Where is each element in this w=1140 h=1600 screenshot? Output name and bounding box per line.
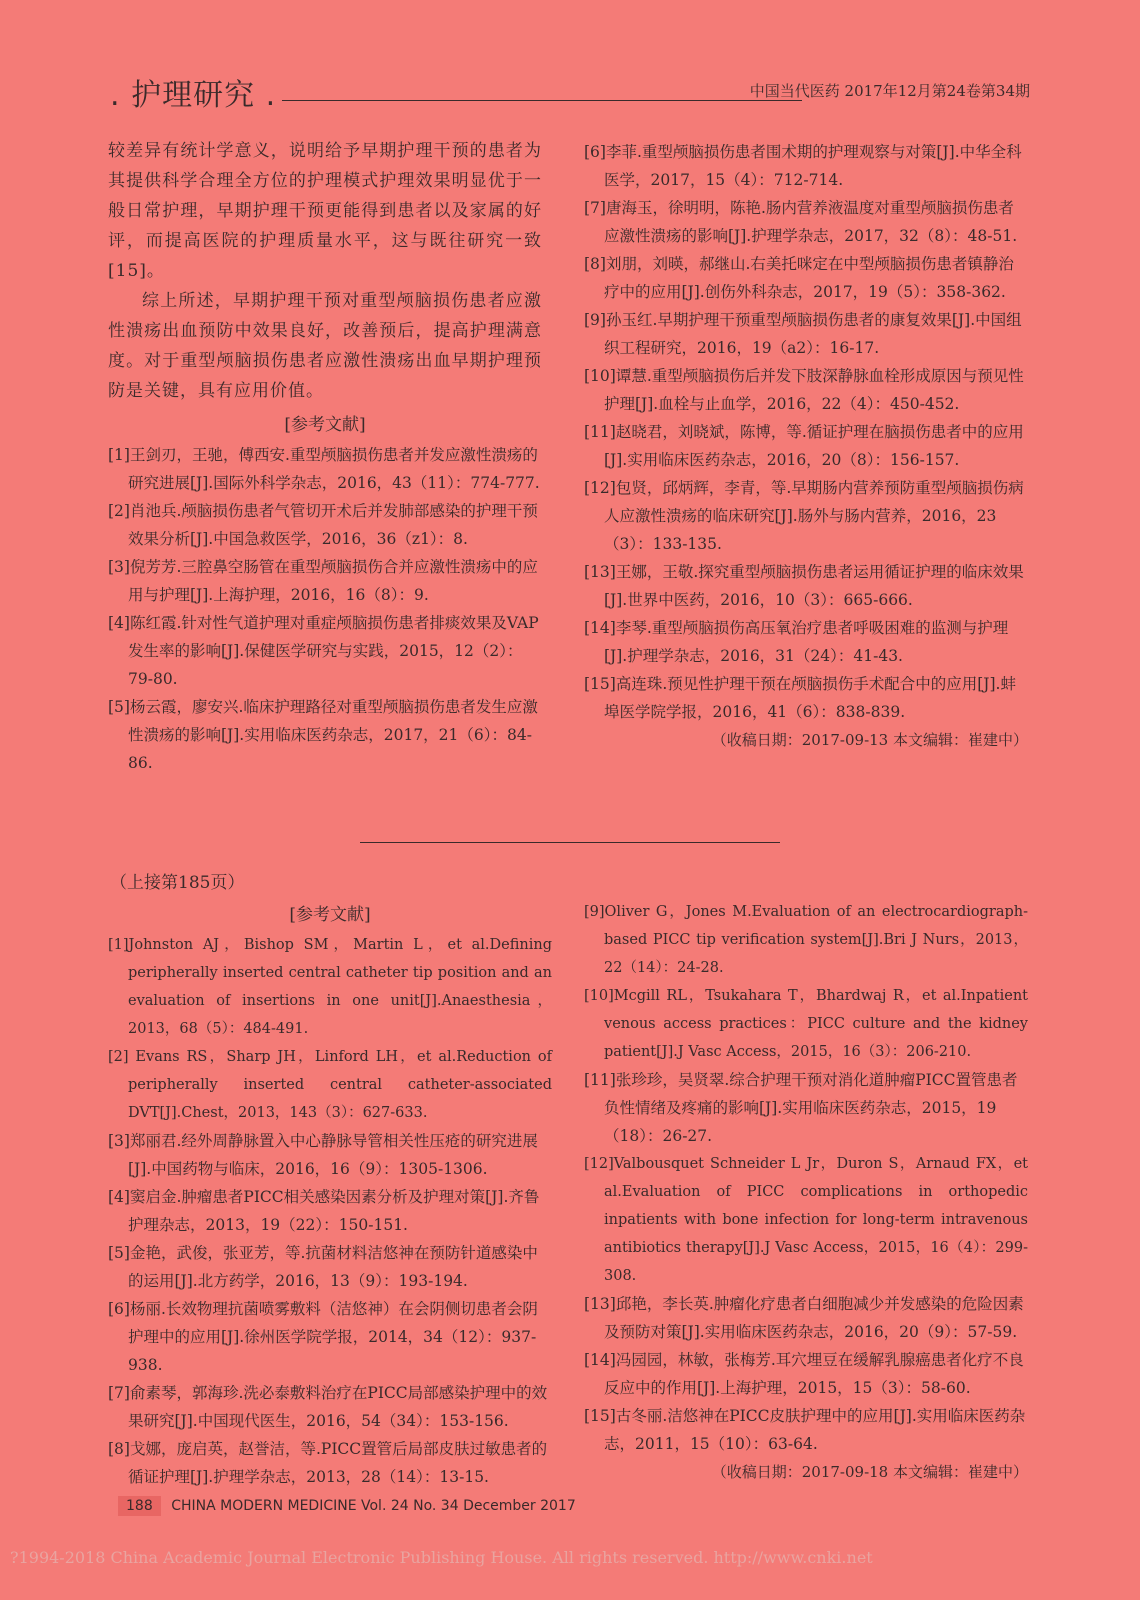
reference-item: [9]孙玉红.早期护理干预重型颅脑损伤患者的康复效果[J].中国组织工程研究，2016，19（a2）：16-17. <box>584 311 1022 357</box>
reference-item: [12]Valbousquet Schneider L Jr，Duron S，Arnaud FX，et al.Evaluation of PICC complications in orthopedic inpatients with bone infection for long-term intravenous antibiotics therapy[J].J Vasc Access，2015，16（4）：299-308. <box>584 1156 1028 1284</box>
reference-item: [3]郑丽君.经外周静脉置入中心静脉导管相关性压疮的研究进展[J].中国药物与临床，2016，16（9）：1305-1306. <box>108 1132 538 1178</box>
header-rule <box>282 100 802 101</box>
references-heading: [参考文献] <box>289 905 371 925</box>
page-header <box>110 70 1030 116</box>
page-footer <box>118 1498 576 1514</box>
reference-item: [4]窦启金.肿瘤患者PICC相关感染因素分析及护理对策[J].齐鲁护理杂志，2013，19（22）：150-151. <box>108 1188 540 1234</box>
reference-item: [5]金艳，武俊，张亚芳，等.抗菌材料洁悠神在预防针道感染中的运用[J].北方药学，2016，13（9）：193-194. <box>108 1244 538 1290</box>
reference-item: [2] Evans RS，Sharp JH，Linford LH，et al.Reduction of peripherally inserted central catheter-associated DVT[J].Chest，2013，143（3）：627-633. <box>108 1049 552 1121</box>
section-title: . 护理研究 . <box>110 78 277 113</box>
reference-item: [3]倪芳芳.三腔鼻空肠管在重型颅脑损伤合并应激性溃疡中的应用与护理[J].上海护理，2016，16（8）：9. <box>108 558 538 604</box>
reference-item: [7]俞素琴，郭海珍.洗必泰敷料治疗在PICC局部感染护理中的效果研究[J].中国现代医生，2016，54（34）：153-156. <box>108 1384 548 1430</box>
reference-item: [12]包贤，邱炳辉，李青，等.早期肠内营养预防重型颅脑损伤病人应激性溃疡的临床研究[J].肠外与肠内营养，2016，23（3）：133-135. <box>584 479 1024 553</box>
body-paragraph: 较差异有统计学意义，说明给予早期护理干预的患者为其提供科学合理全方位的护理模式护理效果明显优于一般日常护理，早期护理干预更能得到患者以及家属的好评，而提高医院的护理质量水平，这与既往研究一致[15]。 <box>108 141 542 281</box>
reference-item: [6]杨丽.长效物理抗菌喷雾敷料（洁悠神）在会阴侧切患者会阴护理中的应用[J].徐州医学院学报，2014，34（12）：937-938. <box>108 1300 538 1374</box>
copyright-notice: ?1994-2018 China Academic Journal Electronic Publishing House. All rights reserved. http://www.cnki.net <box>10 1548 873 1567</box>
reference-item: [14]冯园园，林敏，张梅芳.耳穴埋豆在缓解乳腺癌患者化疗不良反应中的作用[J].上海护理，2015，15（3）：58-60. <box>584 1351 1024 1397</box>
reference-item: [9]Oliver G，Jones M.Evaluation of an electrocardiograph-based PICC tip verification system[J].Bri J Nurs，2013，22（14）：24-28. <box>584 904 1028 976</box>
reference-item: [13]邱艳，李长英.肿瘤化疗患者白细胞减少并发感染的危险因素及预防对策[J].实用临床医药杂志，2016，20（9）：57-59. <box>584 1295 1024 1341</box>
reference-item: [15]古冬丽.洁悠神在PICC皮肤护理中的应用[J].实用临床医药杂志，2011，15（10）：63-64. <box>584 1407 1026 1453</box>
article-left-column <box>108 136 542 777</box>
reference-item: [1]Johnston AJ，Bishop SM，Martin L，et al.Defining peripherally inserted central catheter tip position and an evaluation of insertions in one unit[J].Anaesthesia，2013，68（5）：484-491. <box>108 937 552 1037</box>
references-heading: [参考文献] <box>284 415 366 435</box>
reference-item: [5]杨云霞，廖安兴.临床护理路径对重型颅脑损伤患者发生应激性溃疡的影响[J].实用临床医药杂志，2017，21（6）：84-86. <box>108 698 538 772</box>
reference-item: [4]陈红霞.针对性气道护理对重症颅脑损伤患者排痰效果及VAP发生率的影响[J].保健医学研究与实践，2015，12（2）：79-80. <box>108 614 539 688</box>
continued-label: （上接第185页） <box>110 873 245 893</box>
body-paragraph: 综上所述，早期护理干预对重型颅脑损伤患者应激性溃疡出血预防中效果良好，改善预后，提高护理满意度。对于重型颅脑损伤患者应激性溃疡出血早期护理预防是关键，具有应用价值。 <box>108 291 542 401</box>
reference-item: [15]高连珠.预见性护理干预在颅脑损伤手术配合中的应用[J].蚌埠医学院学报，2016，41（6）：838-839. <box>584 675 1016 721</box>
reference-item: [6]李菲.重型颅脑损伤患者围术期的护理观察与对策[J].中华全科医学，2017，15（4）：712-714. <box>584 143 1022 189</box>
reference-item: [8]刘朋，刘暎，郝继山.右美托咪定在中型颅脑损伤患者镇静治疗中的应用[J].创伤外科杂志，2017，19（5）：358-362. <box>584 255 1014 301</box>
journal-name-en: CHINA MODERN MEDICINE Vol. 24 No. 34 December 2017 <box>171 1498 576 1514</box>
continued-left-column <box>108 896 552 1491</box>
article-right-column <box>584 138 1028 754</box>
reference-item: [8]戈娜，庞启英，赵誉洁，等.PICC置管后局部皮肤过敏患者的循证护理[J].护理学杂志，2013，28（14）：13-15. <box>108 1440 548 1486</box>
continued-right-column <box>584 898 1028 1486</box>
received-date: （收稿日期：2017-09-18 本文编辑：崔建中） <box>711 1463 1028 1481</box>
reference-item: [1]王剑刃，王驰，傅西安.重型颅脑损伤患者并发应激性溃疡的研究进展[J].国际外科学杂志，2016，43（11）：774-777. <box>108 446 540 492</box>
reference-item: [10]Mcgill RL，Tsukahara T，Bhardwaj R，et al.Inpatient venous access practices：PICC culture and the kidney patient[J].J Vasc Access，2015，16（3）：206-210. <box>584 988 1028 1060</box>
reference-item: [2]肖池兵.颅脑损伤患者气管切开术后并发肺部感染的护理干预效果分析[J].中国急救医学，2016，36（z1）：8. <box>108 502 538 548</box>
journal-info: 中国当代医药 2017年12月第24卷第34期 <box>749 82 1030 100</box>
reference-item: [11]赵晓君，刘晓斌，陈博，等.循证护理在脑损伤患者中的应用[J].实用临床医药杂志，2016，20（8）：156-157. <box>584 423 1024 469</box>
reference-item: [10]谭慧.重型颅脑损伤后并发下肢深静脉血栓形成原因与预见性护理[J].血栓与止血学，2016，22（4）：450-452. <box>584 367 1024 413</box>
reference-item: [11]张珍珍，吴贤翠.综合护理干预对消化道肿瘤PICC置管患者负性情绪及疼痛的影响[J].实用临床医药杂志，2015，19（18）：26-27. <box>584 1071 1018 1145</box>
section-divider <box>360 842 780 843</box>
received-date: （收稿日期：2017-09-13 本文编辑：崔建中） <box>711 731 1028 749</box>
reference-item: [13]王娜，王敬.探究重型颅脑损伤患者运用循证护理的临床效果[J].世界中医药，2016，10（3）：665-666. <box>584 563 1024 609</box>
reference-item: [7]唐海玉，徐明明，陈艳.肠内营养液温度对重型颅脑损伤患者应激性溃疡的影响[J].护理学杂志，2017，32（8）：48-51. <box>584 199 1018 245</box>
reference-item: [14]李琴.重型颅脑损伤高压氧治疗患者呼吸困难的监测与护理[J].护理学杂志，2016，31（24）：41-43. <box>584 619 1009 665</box>
page-number: 188 <box>118 1496 161 1516</box>
